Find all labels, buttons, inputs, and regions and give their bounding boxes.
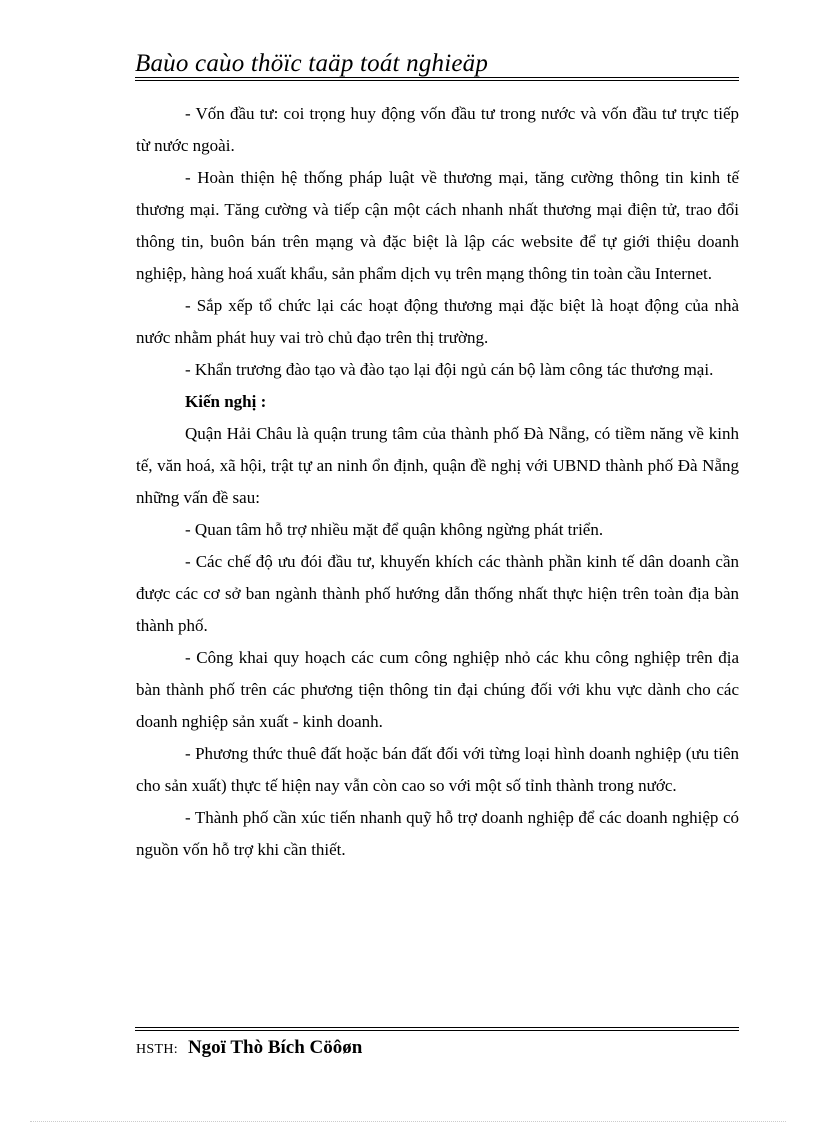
footer-divider [135,1027,739,1031]
paragraph-recommendation-support: - Quan tâm hỗ trợ nhiều mặt để quận không ngừng phát triển. [185,520,604,539]
paragraph-training: - Khẩn trương đào tạo và đào tạo lại đội ngủ cán bộ làm công tác thương mại. [185,360,714,379]
section-heading-recommendations: Kiến nghị : [185,392,267,411]
paragraph-recommendation-planning: - Công khai quy hoạch các cum công nghiệp nhỏ các khu công nghiệp trên địa bàn thành phố trên các phương tiện thông tin đại chúng đối với khu vực dành cho các doanh nghiệp sản xuất - kinh doanh. [136,648,739,731]
page-header-title: Baùo caùo thöïc taäp toát nghieäp [135,50,489,77]
paragraph-recommendation-intro: Quận Hải Châu là quận trung tâm của thành phố Đà Nẵng, có tiềm năng về kinh tế, văn hoá, xã hội, trật tự an ninh ổn định, quận đề nghị với UBND thành phố Đà Nẵng những vấn đề sau: [136,424,739,507]
paragraph-legal-system: - Hoàn thiện hệ thống pháp luật về thương mại, tăng cường thông tin kinh tế thương mại. Tăng cường và tiếp cận một cách nhanh nhất thương mại điện tử, trao đổi thông tin, buôn bán trên mạng và đặc biệt là lập các website để tự giới thiệu doanh nghiệp, hàng hoá xuất khẩu, sản phẩm dịch vụ trên mạng thông tin toàn cầu Internet. [136,168,739,283]
paragraph-investment: - Vốn đầu tư: coi trọng huy động vốn đầu tư trong nước và vốn đầu tư trực tiếp từ nước ngoài. [136,104,739,155]
page-footer [136,1034,362,1064]
paragraph-recommendation-fund: - Thành phố cần xúc tiến nhanh quỹ hỗ trợ doanh nghiệp để các doanh nghiệp có nguồn vốn hỗ trợ khi cần thiết. [136,808,739,859]
document-body [136,98,739,866]
footer-label: HSTH: [136,1042,178,1057]
paragraph-recommendation-incentives: - Các chế độ ưu đói đầu tư, khuyến khích các thành phần kinh tế dân doanh cần được các cơ sở ban ngành thành phố hướng dẫn thống nhất thực hiện trên toàn địa bàn thành phố. [136,552,739,635]
paragraph-recommendation-land: - Phương thức thuê đất hoặc bán đất đối với từng loại hình doanh nghiệp (ưu tiên cho sản xuất) thực tế hiện nay vẫn còn cao so với một số tỉnh thành trong nước. [136,744,739,795]
paragraph-reorganization: - Sắp xếp tổ chức lại các hoạt động thương mại đặc biệt là hoạt động của nhà nước nhằm phát huy vai trò chủ đạo trên thị trường. [136,296,739,347]
header-divider [135,77,739,81]
footer-author-name: Ngoï Thò Bích Cöôøn [187,1037,363,1058]
page-bottom-edge [30,1121,786,1122]
